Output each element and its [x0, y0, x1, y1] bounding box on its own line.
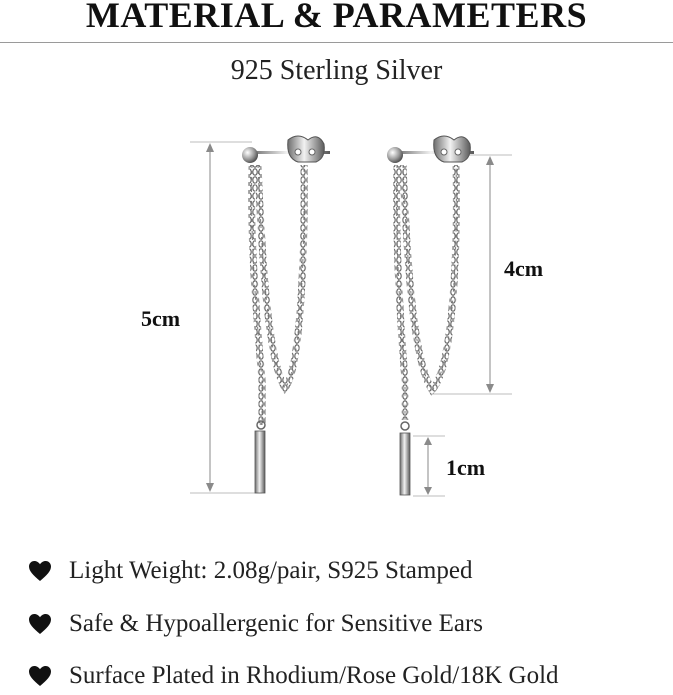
heart-icon	[28, 560, 52, 582]
heart-icon	[28, 613, 52, 635]
page-title: MATERIAL & PARAMETERS	[85, 0, 588, 35]
heart-icon	[28, 665, 52, 687]
left-earring	[242, 136, 330, 493]
feature-text: Surface Plated in Rhodium/Rose Gold/18K Gold	[69, 662, 559, 689]
bar-length-guide	[413, 436, 445, 496]
total-length-label: 5cm	[141, 306, 181, 331]
feature-item-plating	[28, 662, 559, 690]
material-subtitle: 925 Sterling Silver	[230, 55, 443, 86]
bar-length-label: 1cm	[446, 455, 486, 480]
chain-length-label: 4cm	[504, 256, 544, 281]
feature-item-hypoallergenic	[28, 610, 483, 638]
feature-text: Light Weight: 2.08g/pair, S925 Stamped	[69, 557, 473, 584]
feature-item-weight	[28, 557, 472, 585]
right-earring	[387, 136, 474, 495]
feature-text: Safe & Hypoallergenic for Sensitive Ears	[69, 610, 484, 637]
